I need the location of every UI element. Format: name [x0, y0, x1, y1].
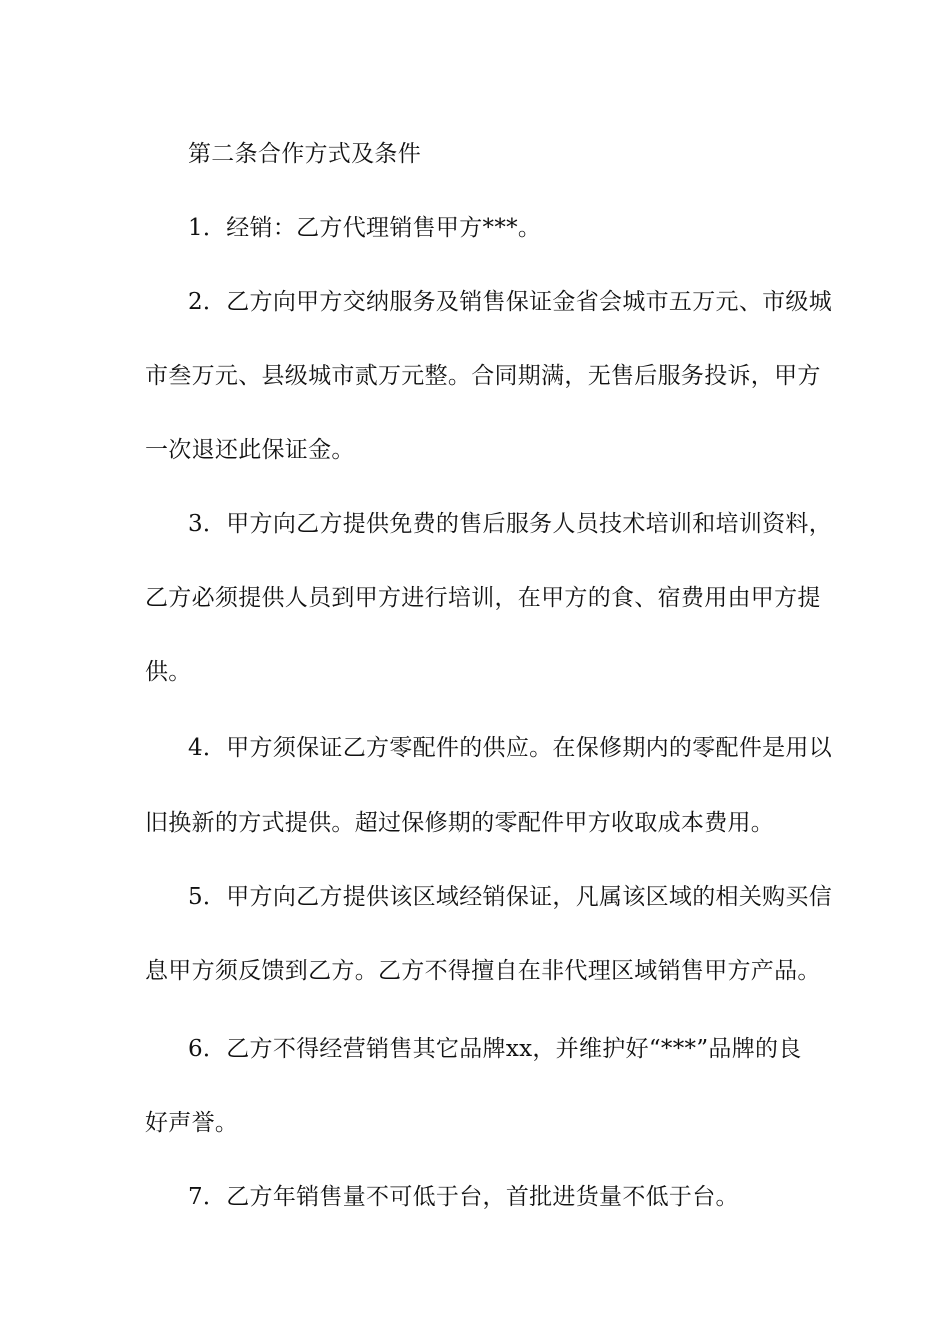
clause-2-line-2: 市叁万元、县级城市贰万元整。合同期满，无售后服务投诉，甲方 — [145, 363, 821, 389]
clause-2-line-3: 一次退还此保证金。 — [145, 437, 355, 463]
clause-3-line-3: 供。 — [145, 659, 192, 685]
clause-1-line-1: 1．经销：乙方代理销售甲方***。 — [188, 215, 542, 241]
clause-2-line-1: 2．乙方向甲方交纳服务及销售保证金省会城市五万元、市级城 — [188, 289, 833, 315]
clause-7-line-1: 7．乙方年销售量不可低于台，首批进货量不低于台。 — [188, 1184, 739, 1210]
clause-5-line-1: 5．甲方向乙方提供该区域经销保证，凡属该区域的相关购买信 — [188, 884, 833, 910]
clause-3-line-1: 3．甲方向乙方提供免费的售后服务人员技术培训和培训资料， — [188, 511, 833, 537]
article-heading: 第二条合作方式及条件 — [188, 141, 421, 167]
clause-6-line-2: 好声誉。 — [145, 1110, 239, 1136]
clause-3-line-2: 乙方必须提供人员到甲方进行培训，在甲方的食、宿费用由甲方提 — [145, 585, 821, 611]
clause-6-line-1: 6．乙方不得经营销售其它品牌xx，并维护好“***”品牌的良 — [188, 1036, 802, 1062]
clause-4-line-2: 旧换新的方式提供。超过保修期的零配件甲方收取成本费用。 — [145, 810, 775, 836]
clause-5-line-2: 息甲方须反馈到乙方。乙方不得擅自在非代理区域销售甲方产品。 — [145, 958, 821, 984]
clause-4-line-1: 4．甲方须保证乙方零配件的供应。在保修期内的零配件是用以 — [188, 735, 833, 761]
